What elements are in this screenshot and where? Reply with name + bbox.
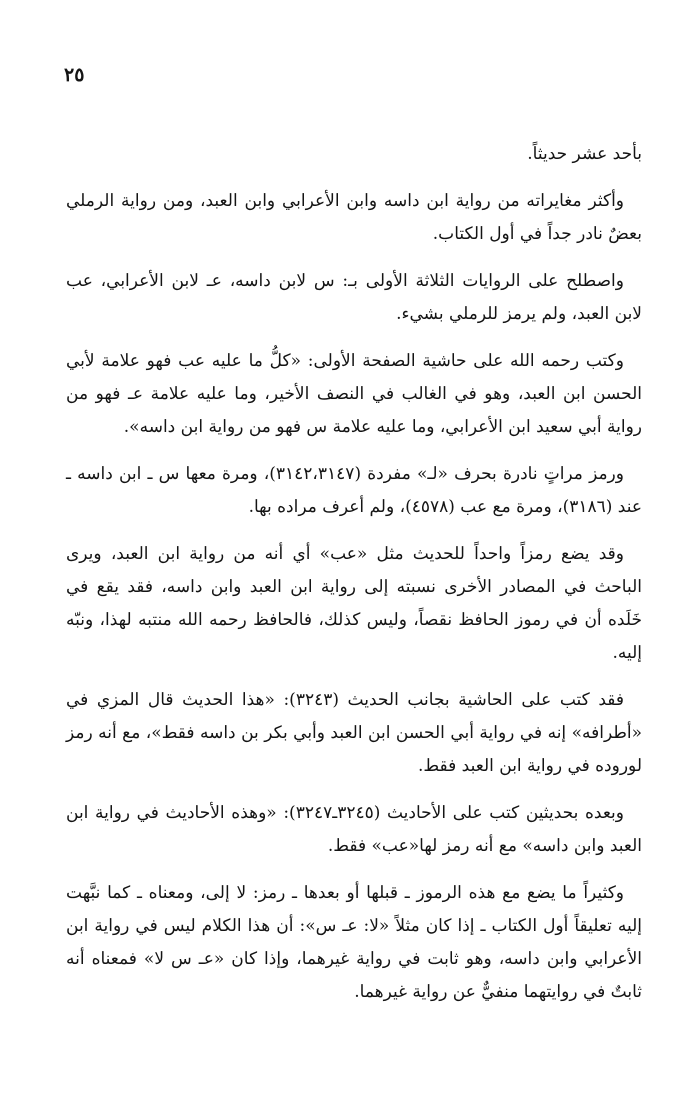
paragraph-4: وكتب رحمه الله على حاشية الصفحة الأولى: «كلُّ ما عليه عب فهو علامة لأبي الحسن ابن العبد، وهو في الغالب في النصف الأخير، وما عليه علامة عـ فهو من رواية أبي سعيد ابن الأعرابي، وما عليه علامة س فهو من رواية ابن داسه». xyxy=(66,351,642,437)
paragraph-6: وقد يضع رمزاً واحداً للحديث مثل «عب» أي أنه من رواية ابن العبد، ويرى الباحث في المصادر الأخرى نسبته إلى رواية ابن العبد وابن داسه، فقد يقع في خَلَده أن في رموز الحافظ نقصاً، وليس كذلك، فالحافظ رحمه الله منتبه لهذا، ونبّه إليه. xyxy=(66,544,642,663)
page-number: ٢٥ xyxy=(64,64,85,86)
paragraph-3: واصطلح على الروايات الثلاثة الأولى بـ: س لابن داسه، عـ لابن الأعرابي، عب لابن العبد، ولم يرمز للرملي بشيء. xyxy=(66,271,642,324)
paragraph-7: فقد كتب على الحاشية بجانب الحديث (٣٢٤٣): «هذا الحديث قال المزي في «أطرافه» إنه في رواية أبي الحسن ابن العبد وأبي بكر بن داسه فقط»، مع أنه رمز لوروده في رواية ابن العبد فقط. xyxy=(66,690,642,776)
paragraph-9: وكثيراً ما يضع مع هذه الرموز ـ قبلها أو بعدها ـ رمز: لا إلى، ومعناه ـ كما نبَّهت إليه تعليقاً أول الكتاب ـ إذا كان مثلاً «لا: عـ س»: أن هذا الكلام ليس في رواية ابن الأعرابي وابن داسه، وهو ثابت في رواية غيرهما، وإذا كان «عـ س لا» فمعناه أنه ثابتٌ في روايتهما منفيٌّ عن رواية غيرهما. xyxy=(66,883,642,1002)
body-text xyxy=(66,138,642,1023)
paragraph-1: بأحد عشر حديثاً. xyxy=(527,144,642,164)
paragraph-5: ورمز مراتٍ نادرة بحرف «لـ» مفردة (٣١٤٢،٣١٤٧)، ومرة معها س ـ ابن داسه ـ عند (٣١٨٦)، ومرة مع عب (٤٥٧٨)، ولم أعرف مراده بها. xyxy=(66,464,642,517)
paragraph-2: وأكثر مغايراته من رواية ابن داسه وابن الأعرابي وابن العبد، ومن رواية الرملي بعضٌ نادر جداً في أول الكتاب. xyxy=(66,191,642,244)
paragraph-8: وبعده بحديثين كتب على الأحاديث (٣٢٤٥ـ٣٢٤٧): «وهذه الأحاديث في رواية ابن العبد وابن داسه» مع أنه رمز لها«عب» فقط. xyxy=(66,803,642,856)
